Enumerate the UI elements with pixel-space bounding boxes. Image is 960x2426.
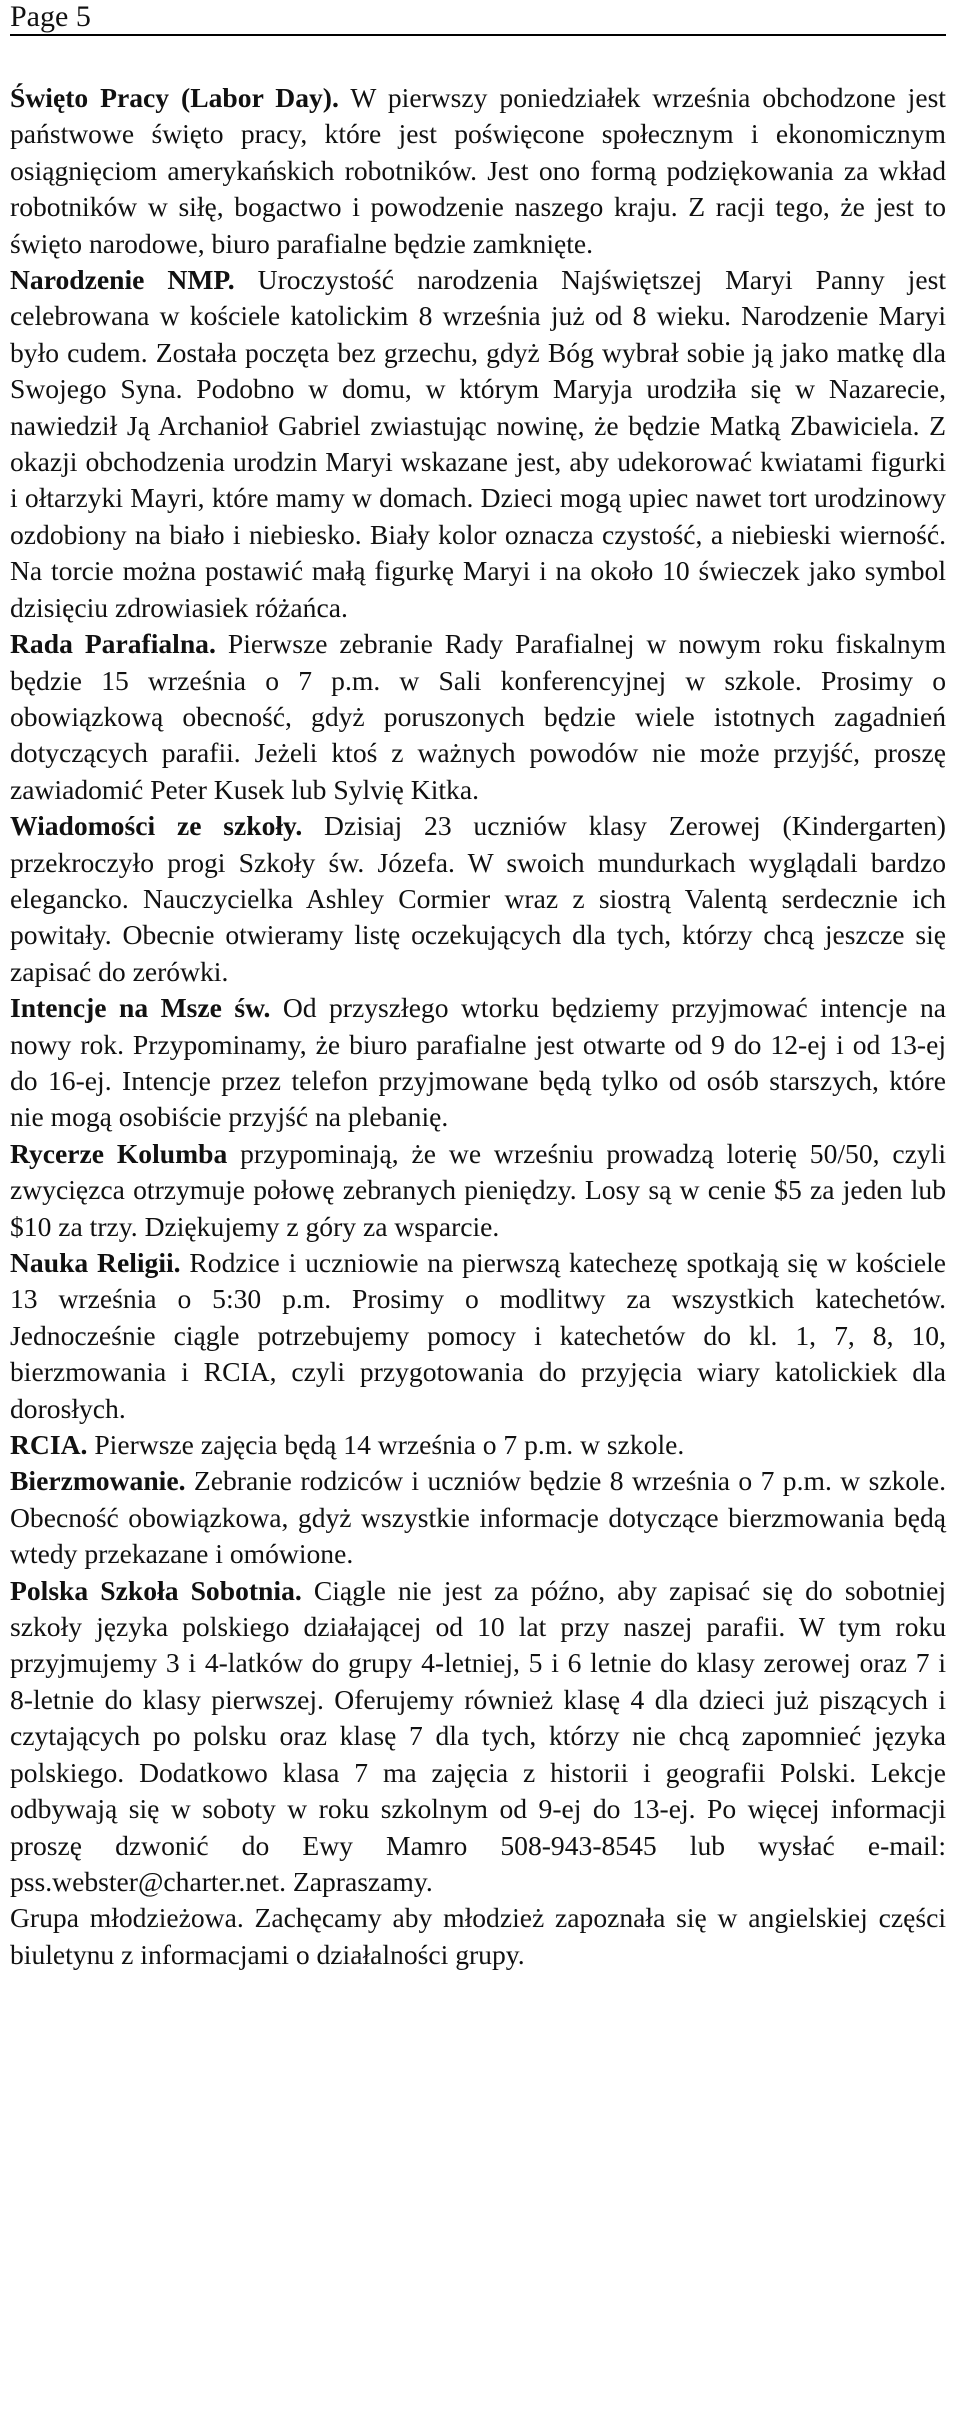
announcement-title: Bierzmowanie.: [10, 1465, 186, 1497]
announcement-title: Wiadomości ze szkoły.: [10, 810, 303, 842]
announcement-body: przypominają, że we wrześniu prowadzą loterię 50/50, czyli zwycięzca otrzymuje połowę zebranych pieniędzy. Losy są w cenie $5 za jeden lub $10 za trzy. Dziękujemy z góry za wsparcie.: [10, 1137, 947, 1242]
announcement-mass-intentions: [10, 990, 946, 1136]
announcement-rcia: [10, 1427, 946, 1463]
announcement-body: Od przyszłego wtorku będziemy przyjmować intencje na nowy rok. Przypominamy, że biuro parafialne jest otwarte od 9 do 12-ej i od 13-ej do 16-ej. Intencje przez telefon przyjmowane będą tylko od osób starszych, które nie mogą osobiście przyjść na plebanię.: [10, 992, 946, 1133]
announcement-body: Uroczystość narodzenia Najświętszej Maryi Panny jest celebrowana w kościele katolickim 8 września już od 8 wieku. Narodzenie Maryi było cudem. Została poczęta bez grzechu, gdyż Bóg wybrał sobie ją jako matkę dla Swojego Syna. Podobno w domu, w którym Maryja urodziła się w Nazarecie, nawiedził Ją Archanioł Gabriel zwiastując nowinę, że będzie Matką Zbawiciela. Z okazji obchodzenia urodzin Maryi wskazane jest, aby udekorować kwiatami figurki i ołtarzyki Mayri, które mamy w domach. Dzieci mogą upiec nawet tort urodzinowy ozdobiony na biało i niebiesko. Biały kolor oznacza czystość, a niebieski wierność. Na torcie można postawić małą figurkę Maryi i na około 10 świeczek jako symbol dzisięciu zdrowiasiek różańca.: [10, 264, 946, 623]
announcement-title: Narodzenie NMP.: [10, 264, 235, 296]
announcement-title: Intencje na Msze św.: [10, 992, 271, 1024]
announcement-title: RCIA.: [10, 1429, 88, 1461]
bulletin-content: [10, 80, 946, 1973]
announcement-title: Polska Szkoła Sobotnia.: [10, 1574, 302, 1606]
announcement-body: Grupa młodzieżowa. Zachęcamy aby młodzież zapoznała się w angielskiej części biuletynu z informacjami o działalności grupy.: [10, 1902, 946, 1970]
announcement-polish-saturday-school: [10, 1573, 946, 1901]
announcement-title: Święto Pracy (Labor Day).: [10, 82, 339, 113]
announcement-youth-group: [10, 1900, 946, 1973]
announcement-parish-council: [10, 626, 946, 808]
announcement-nativity-of-mary: [10, 262, 946, 626]
announcement-labor-day: [10, 80, 946, 262]
announcement-body: W pierwszy poniedziałek września obchodzone jest państwowe święto pracy, które jest poświęcone społecznym i ekonomicznym osiągnięciom amerykańskich robotników. Jest ono formą podziękowania za wkład robotników w siłę, bogactwo i powodzenie naszego kraju. Z racji tego, że jest to święto narodowe, biuro parafialne będzie zamknięte.: [10, 82, 946, 259]
announcement-confirmation: [10, 1463, 946, 1572]
announcement-religious-education: [10, 1245, 946, 1427]
announcement-title: Rada Parafialna.: [10, 628, 216, 660]
announcement-title: Rycerze Kolumba: [10, 1137, 228, 1169]
announcement-school-news: [10, 808, 946, 990]
announcement-body: Rodzice i uczniowie na pierwszą katechezę spotkają się w kościele 13 września o 5:30 p.m. Prosimy o modlitwy za wszystkich katechetów. Jednocześnie ciągle potrzebujemy pomocy i katechetów do kl. 1, 7, 8, 10, bierzmowania i RCIA, czyli przygotowania do przyjęcia wiary katolickiek dla dorosłych.: [10, 1247, 946, 1424]
announcement-body: Pierwsze zajęcia będą 14 września o 7 p.m. w szkole.: [87, 1429, 685, 1461]
announcement-body: Dzisiaj 23 uczniów klasy Zerowej (Kindergarten) przekroczyło progi Szkoły św. Józefa. W swoich mundurkach wyglądali bardzo elegancko. Nauczycielka Ashley Cormier wraz z siostrą Valentą serdecznie ich powitały. Obecnie otwieramy listę oczekujących dla tych, którzy chcą jeszcze się zapisać do zerówki.: [10, 810, 946, 987]
page-header: [10, 0, 946, 36]
announcement-body: Pierwsze zebranie Rady Parafialnej w nowym roku fiskalnym będzie 15 września o 7 p.m. w Sali konferencyjnej w szkole. Prosimy o obowiązkową obecność, gdyż poruszonych będzie wiele istotnych zagadnień dotyczących parafii. Jeżeli ktoś z ważnych powodów nie może przyjść, proszę zawiadomić Peter Kusek lub Sylvię Kitka.: [10, 628, 946, 805]
announcement-title: Nauka Religii.: [10, 1247, 181, 1278]
announcement-body: Zebranie rodziców i uczniów będzie 8 września o 7 p.m. w szkole. Obecność obowiązkowa, gdyż wszystkie informacje dotyczące bierzmowania będą wtedy przekazane i omówione.: [10, 1465, 946, 1570]
page-number-label: Page 5: [10, 0, 91, 33]
announcement-body: Ciągle nie jest za późno, aby zapisać się do sobotniej szkoły języka polskiego działającej od 10 lat przy naszej parafii. W tym roku przyjmujemy 3 i 4-latków do grupy 4-letniej, 5 i 6 letnie do klasy zerowej oraz 7 i 8-letnie do klasy pierwszej. Oferujemy również klasę 4 dla dzieci już piszących i czytających po polsku oraz klasę 7 dla tych, którzy nie chcą zapomnieć języka polskiego. Dodatkowo klasa 7 ma zajęcia z historii i geografii Polski. Lekcje odbywają się w soboty w roku szkolnym od 9-ej do 13-ej. Po więcej informacji proszę dzwonić do Ewy Mamro 508-943-8545 lub wysłać e-mail: pss.webster@charter.net. Zapraszamy.: [10, 1574, 946, 1897]
announcement-knights-of-columbus: [10, 1136, 946, 1245]
